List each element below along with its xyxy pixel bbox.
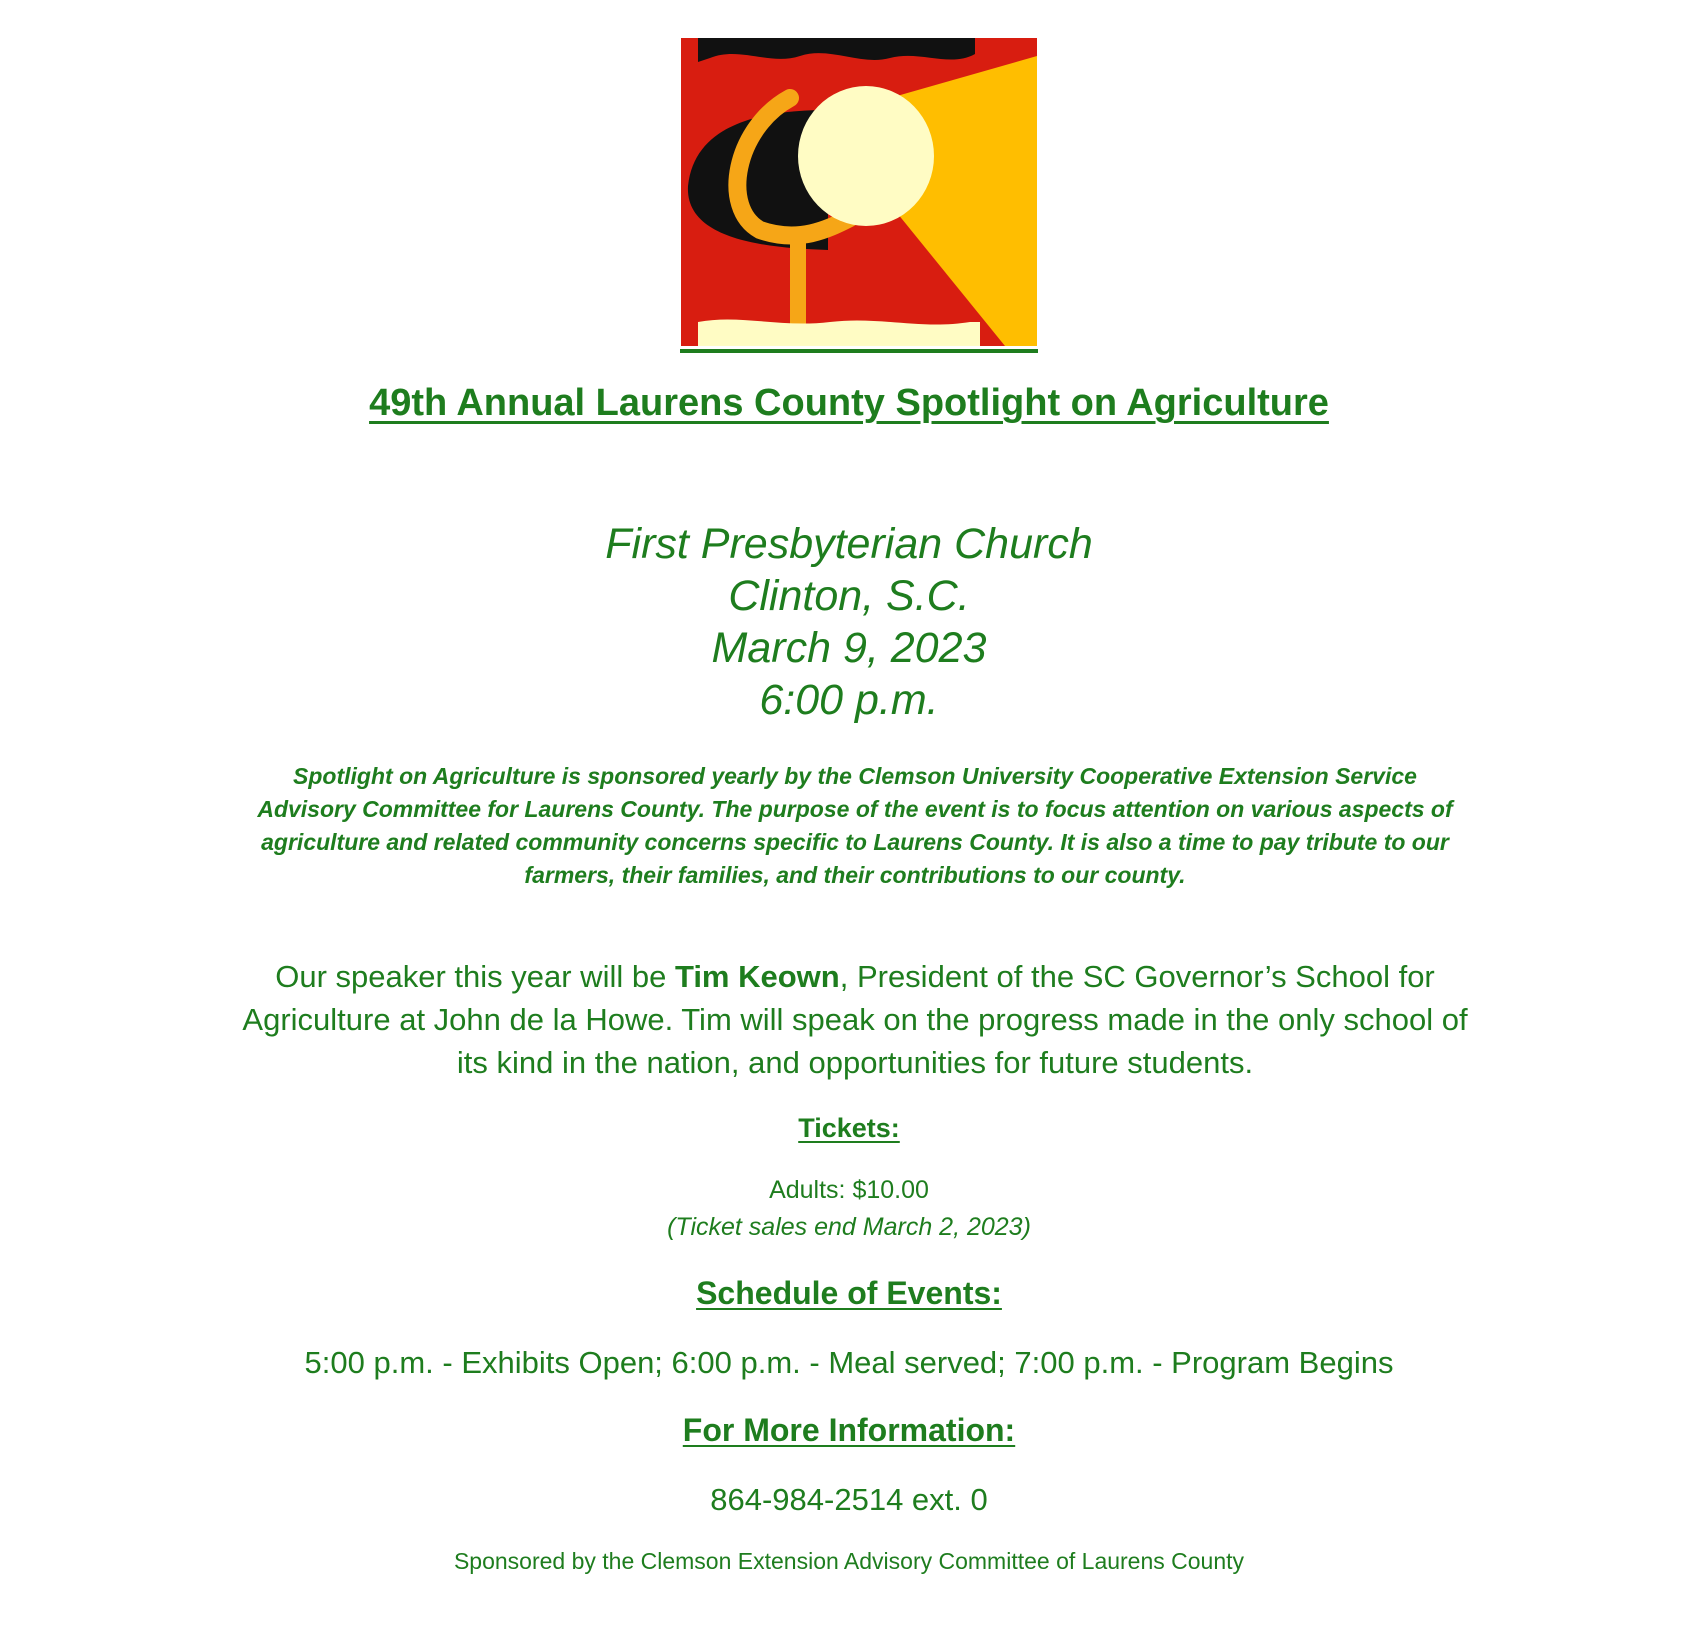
- sponsor-line: Sponsored by the Clemson Extension Advisory Committee of Laurens County: [453, 1548, 1245, 1574]
- more-info-heading: For More Information:: [682, 1412, 1016, 1448]
- speaker-details: , President of the SC Governor’s School for Agriculture at John de la Howe. Tim will speak on the progress made in the only school of its kind in the nation, and opportunities for future students.: [242, 959, 1468, 1080]
- schedule-times: 5:00 p.m. - Exhibits Open; 6:00 p.m. - Meal served; 7:00 p.m. - Program Begins: [304, 1345, 1394, 1380]
- contact-phone: 864-984-2514 ext. 0: [710, 1482, 988, 1517]
- venue-city: Clinton, S.C.: [728, 572, 970, 620]
- tickets-heading: Tickets:: [798, 1113, 900, 1143]
- ticket-sales-note: (Ticket sales end March 2, 2023): [667, 1213, 1031, 1241]
- event-date: March 9, 2023: [711, 624, 987, 672]
- event-venue-block: [0, 518, 1698, 726]
- speaker-paragraph: [240, 955, 1470, 1084]
- event-time: 6:00 p.m.: [759, 676, 939, 724]
- event-description: Spotlight on Agriculture is sponsored yearly by the Clemson University Cooperative Extension Service Advisory Committee for Laurens County. The purpose of the event is to focus attention on various aspects of agriculture and related community concerns specific to Laurens County. It is also a time to pay tribute to our farmers, their families, and their contributions to our county.: [257, 763, 1453, 888]
- spotlight-logo: [680, 38, 1038, 354]
- schedule-heading: Schedule of Events:: [696, 1275, 1002, 1311]
- ticket-price: Adults: $10.00: [769, 1176, 929, 1204]
- venue-place: First Presbyterian Church: [605, 520, 1093, 568]
- event-title: 49th Annual Laurens County Spotlight on Agriculture: [369, 382, 1329, 424]
- speaker-intro: Our speaker this year will be: [275, 959, 675, 994]
- speaker-name: Tim Keown: [674, 959, 840, 994]
